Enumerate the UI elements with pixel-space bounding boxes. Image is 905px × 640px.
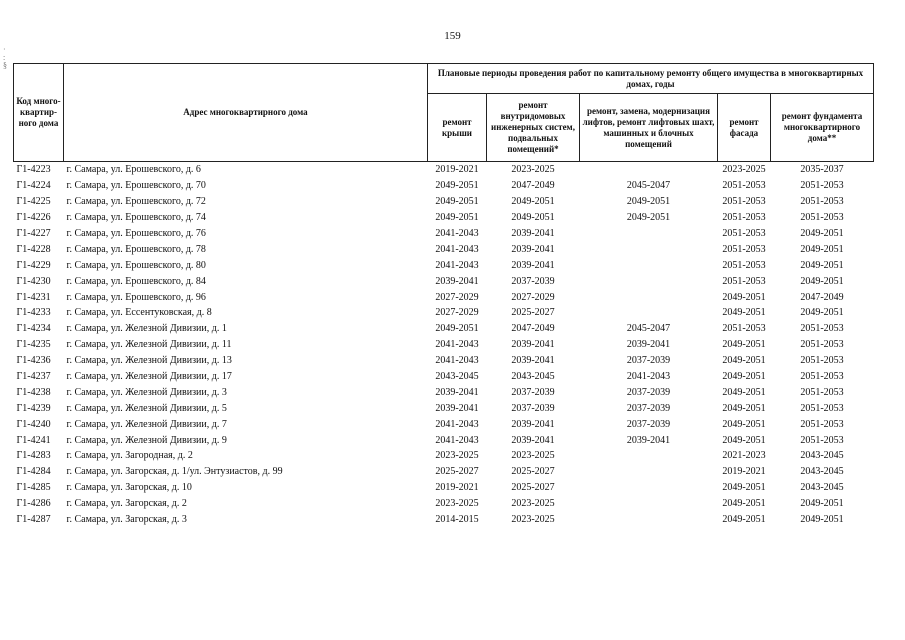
table-row [14,194,874,210]
cell-code: Г1-4227 [16,228,51,239]
cell-roof: 2025-2027 [435,466,479,478]
cell-elevator [580,241,718,257]
cell-address: г. Самара, ул. Ерошевского, д. 78 [66,243,206,255]
cell-code: Г1-4241 [16,434,51,446]
cell-foundation: 2043-2045 [800,466,844,478]
cell-facade: 2049-2051 [722,386,766,398]
header-roof: ремонт крыши [428,94,487,162]
cell-engineering: 2025-2027 [511,466,555,478]
cell-address: г. Самара, ул. Железной Дивизии, д. 3 [66,386,227,398]
cell-address: г. Самара, ул. Железной Дивизии, д. 5 [66,402,227,414]
cell-code: Г1-4226 [16,212,51,224]
cell-foundation: 2051-2053 [800,371,844,383]
header-foundation: ремонт фундамента многоквартирного дома** [771,94,874,162]
cell-address: г. Самара, ул. Железной Дивизии, д. 11 [66,339,232,351]
cell-code: Г1-4285 [16,482,51,494]
cell-code: Г1-4225 [16,196,51,208]
cell-engineering: 2025-2027 [511,482,555,494]
table-row [14,432,874,448]
cell-code: Г1-4286 [16,498,51,510]
cell-foundation: 2051-2053 [800,339,844,351]
table-row [14,162,874,178]
cell-engineering: 2023-2025 [511,498,555,510]
cell-address: г. Самара, ул. Ерошевского, д. 74 [66,212,206,224]
cell-engineering: 2025-2027 [511,307,555,319]
cell-elevator: 2045-2047 [626,180,671,192]
cell-elevator: 2037-2039 [626,418,671,430]
cell-foundation: 2049-2051 [800,498,844,510]
table-row [14,496,874,512]
cell-elevator: 2039-2041 [626,339,671,351]
cell-roof: 2023-2025 [435,450,479,462]
cell-address: г. Самара, ул. Ерошевского, д. 76 [66,228,206,239]
cell-elevator [580,257,718,273]
scan-mark: · : § [3,45,7,70]
cell-roof: 2039-2041 [435,275,479,287]
cell-facade: 2051-2053 [722,212,766,224]
cell-address: г. Самара, ул. Ерошевского, д. 6 [66,164,201,176]
cell-roof: 2049-2051 [435,212,479,224]
cell-address: г. Самара, ул. Загорская, д. 3 [66,514,187,526]
table-row [14,178,874,194]
cell-roof: 2039-2041 [435,402,479,414]
cell-facade: 2049-2051 [722,371,766,383]
table-row [14,241,874,257]
cell-facade: 2049-2051 [722,514,766,526]
cell-facade: 2049-2051 [722,418,766,430]
cell-elevator [580,162,718,178]
cell-code: Г1-4240 [16,418,51,430]
table-row [14,273,874,289]
cell-roof: 2027-2029 [435,291,479,303]
cell-engineering: 2039-2041 [511,355,555,367]
cell-address: г. Самара, ул. Ерошевского, д. 72 [66,196,206,208]
cell-foundation: 2043-2045 [800,450,844,462]
cell-roof: 2027-2029 [435,307,479,319]
cell-facade: 2051-2053 [722,228,766,239]
table-row [14,384,874,400]
cell-foundation: 2035-2037 [800,164,844,176]
cell-foundation: 2051-2053 [800,402,844,414]
cell-elevator: 2049-2051 [626,212,671,224]
cell-code: Г1-4231 [16,291,51,303]
cell-roof: 2023-2025 [435,498,479,510]
cell-code: Г1-4283 [16,450,51,462]
cell-address: г. Самара, ул. Железной Дивизии, д. 9 [66,434,227,446]
cell-foundation: 2043-2045 [800,482,844,494]
cell-engineering: 2023-2025 [511,450,555,462]
cell-engineering: 2039-2041 [511,418,555,430]
cell-code: Г1-4284 [16,466,51,478]
cell-roof: 2019-2021 [435,164,479,176]
cell-roof: 2049-2051 [435,180,479,192]
table-row [14,353,874,369]
cell-code: Г1-4228 [16,243,51,255]
cell-engineering: 2049-2051 [511,196,555,208]
cell-engineering: 2047-2049 [511,323,555,335]
cell-facade: 2049-2051 [722,339,766,351]
cell-roof: 2049-2051 [435,323,479,335]
header-periods: Плановые периоды проведения работ по капитальному ремонту общего имущества в многоквартирных домах, годы [428,64,874,94]
cell-foundation: 2051-2053 [800,355,844,367]
cell-engineering: 2037-2039 [511,386,555,398]
cell-facade: 2049-2051 [722,355,766,367]
cell-facade: 2051-2053 [722,243,766,255]
cell-facade: 2023-2025 [722,164,766,176]
cell-address: г. Самара, ул. Железной Дивизии, д. 13 [66,355,232,367]
cell-foundation: 2051-2053 [800,323,844,335]
cell-facade: 2051-2053 [722,180,766,192]
cell-roof: 2049-2051 [435,196,479,208]
cell-engineering: 2039-2041 [511,243,555,255]
cell-address: г. Самара, ул. Ерошевского, д. 84 [66,275,206,287]
cell-facade: 2049-2051 [722,307,766,319]
header-engineering: ремонт внутридомовых инженерных систем, подвальных помещений* [487,94,580,162]
cell-code: Г1-4235 [16,339,51,351]
cell-foundation: 2049-2051 [800,243,844,255]
cell-address: г. Самара, ул. Ерошевского, д. 96 [66,291,206,303]
table-row [14,512,874,528]
page-number: 159 [444,30,461,42]
table-row [14,400,874,416]
cell-foundation: 2051-2053 [800,196,844,208]
cell-engineering: 2039-2041 [511,339,555,351]
cell-facade: 2019-2021 [722,466,766,478]
cell-foundation: 2051-2053 [800,180,844,192]
cell-elevator: 2037-2039 [626,355,671,367]
table-row [14,480,874,496]
cell-facade: 2049-2051 [722,291,766,303]
cell-facade: 2049-2051 [722,402,766,414]
cell-address: г. Самара, ул. Загорская, д. 2 [66,498,187,510]
cell-facade: 2051-2053 [722,259,766,271]
cell-address: г. Самара, ул. Загородная, д. 2 [66,450,193,462]
cell-foundation: 2049-2051 [800,259,844,271]
cell-roof: 2041-2043 [435,228,479,239]
cell-elevator [580,273,718,289]
cell-roof: 2041-2043 [435,243,479,255]
cell-foundation: 2051-2053 [800,434,844,446]
cell-engineering: 2037-2039 [511,402,555,414]
cell-code: Г1-4233 [16,307,51,319]
table-row [14,416,874,432]
cell-roof: 2041-2043 [435,434,479,446]
cell-roof: 2041-2043 [435,355,479,367]
cell-foundation: 2051-2053 [800,418,844,430]
cell-elevator [580,289,718,305]
table-body [14,162,874,528]
repair-schedule-table [13,63,874,527]
table-row [14,464,874,480]
cell-engineering: 2037-2039 [511,275,555,287]
cell-address: г. Самара, ул. Ерошевского, д. 70 [66,180,206,192]
cell-elevator: 2037-2039 [626,402,671,414]
cell-code: Г1-4229 [16,259,51,271]
cell-engineering: 2023-2025 [511,514,555,526]
cell-elevator: 2045-2047 [626,323,671,335]
cell-roof: 2043-2045 [435,371,479,383]
cell-elevator [580,464,718,480]
cell-facade: 2051-2053 [722,323,766,335]
cell-elevator [580,512,718,528]
cell-code: Г1-4239 [16,402,51,414]
cell-elevator: 2041-2043 [626,371,671,383]
cell-code: Г1-4230 [16,275,51,287]
cell-elevator [580,448,718,464]
cell-engineering: 2039-2041 [511,434,555,446]
cell-facade: 2021-2023 [722,450,766,462]
cell-code: Г1-4238 [16,386,51,398]
cell-code: Г1-4234 [16,323,51,335]
cell-foundation: 2051-2053 [800,386,844,398]
cell-roof: 2039-2041 [435,386,479,398]
table-row [14,337,874,353]
cell-elevator: 2039-2041 [626,434,671,446]
cell-elevator [580,496,718,512]
cell-roof: 2041-2043 [435,418,479,430]
cell-address: г. Самара, ул. Загорская, д. 10 [66,482,192,494]
cell-engineering: 2039-2041 [511,228,555,239]
cell-facade: 2049-2051 [722,498,766,510]
cell-code: Г1-4224 [16,180,51,192]
cell-elevator [580,226,718,242]
cell-address: г. Самара, ул. Загорская, д. 1/ул. Энтузиастов, д. 99 [66,466,283,478]
table-row [14,257,874,273]
cell-engineering: 2043-2045 [511,371,555,383]
cell-roof: 2014-2015 [435,514,479,526]
header-code: Код много-квартир-ного дома [14,64,64,162]
cell-address: г. Самара, ул. Ерошевского, д. 80 [66,259,206,271]
cell-facade: 2051-2053 [722,196,766,208]
table-row [14,369,874,385]
cell-engineering: 2049-2051 [511,212,555,224]
cell-address: г. Самара, ул. Железной Дивизии, д. 17 [66,371,232,383]
cell-address: г. Самара, ул. Железной Дивизии, д. 7 [66,418,227,430]
cell-foundation: 2049-2051 [800,514,844,526]
cell-roof: 2019-2021 [435,482,479,494]
header-elevator: ремонт, замена, модернизация лифтов, ремонт лифтовых шахт, машинных и блочных помещений [580,94,718,162]
cell-foundation: 2051-2053 [800,212,844,224]
table-row [14,305,874,321]
cell-facade: 2049-2051 [722,482,766,494]
cell-elevator [580,305,718,321]
cell-roof: 2041-2043 [435,259,479,271]
cell-elevator: 2037-2039 [626,386,671,398]
table-row [14,210,874,226]
cell-foundation: 2049-2051 [800,228,844,239]
header-facade: ремонт фасада [718,94,771,162]
cell-engineering: 2047-2049 [511,180,555,192]
cell-roof: 2041-2043 [435,339,479,351]
cell-address: г. Самара, ул. Железной Дивизии, д. 1 [66,323,227,335]
table-row [14,321,874,337]
cell-code: Г1-4236 [16,355,51,367]
cell-code: Г1-4237 [16,371,51,383]
cell-code: Г1-4287 [16,514,51,526]
cell-code: Г1-4223 [16,164,51,176]
cell-foundation: 2049-2051 [800,307,844,319]
table-row [14,448,874,464]
cell-foundation: 2047-2049 [800,291,844,303]
cell-engineering: 2027-2029 [511,291,555,303]
cell-engineering: 2023-2025 [511,164,555,176]
cell-elevator [580,480,718,496]
cell-facade: 2051-2053 [722,275,766,287]
cell-engineering: 2039-2041 [511,259,555,271]
cell-address: г. Самара, ул. Ессентуковская, д. 8 [66,307,212,319]
table-row [14,226,874,242]
cell-foundation: 2049-2051 [800,275,844,287]
header-address: Адрес многоквартирного дома [64,64,428,162]
table-row [14,289,874,305]
cell-facade: 2049-2051 [722,434,766,446]
cell-elevator: 2049-2051 [626,196,671,208]
